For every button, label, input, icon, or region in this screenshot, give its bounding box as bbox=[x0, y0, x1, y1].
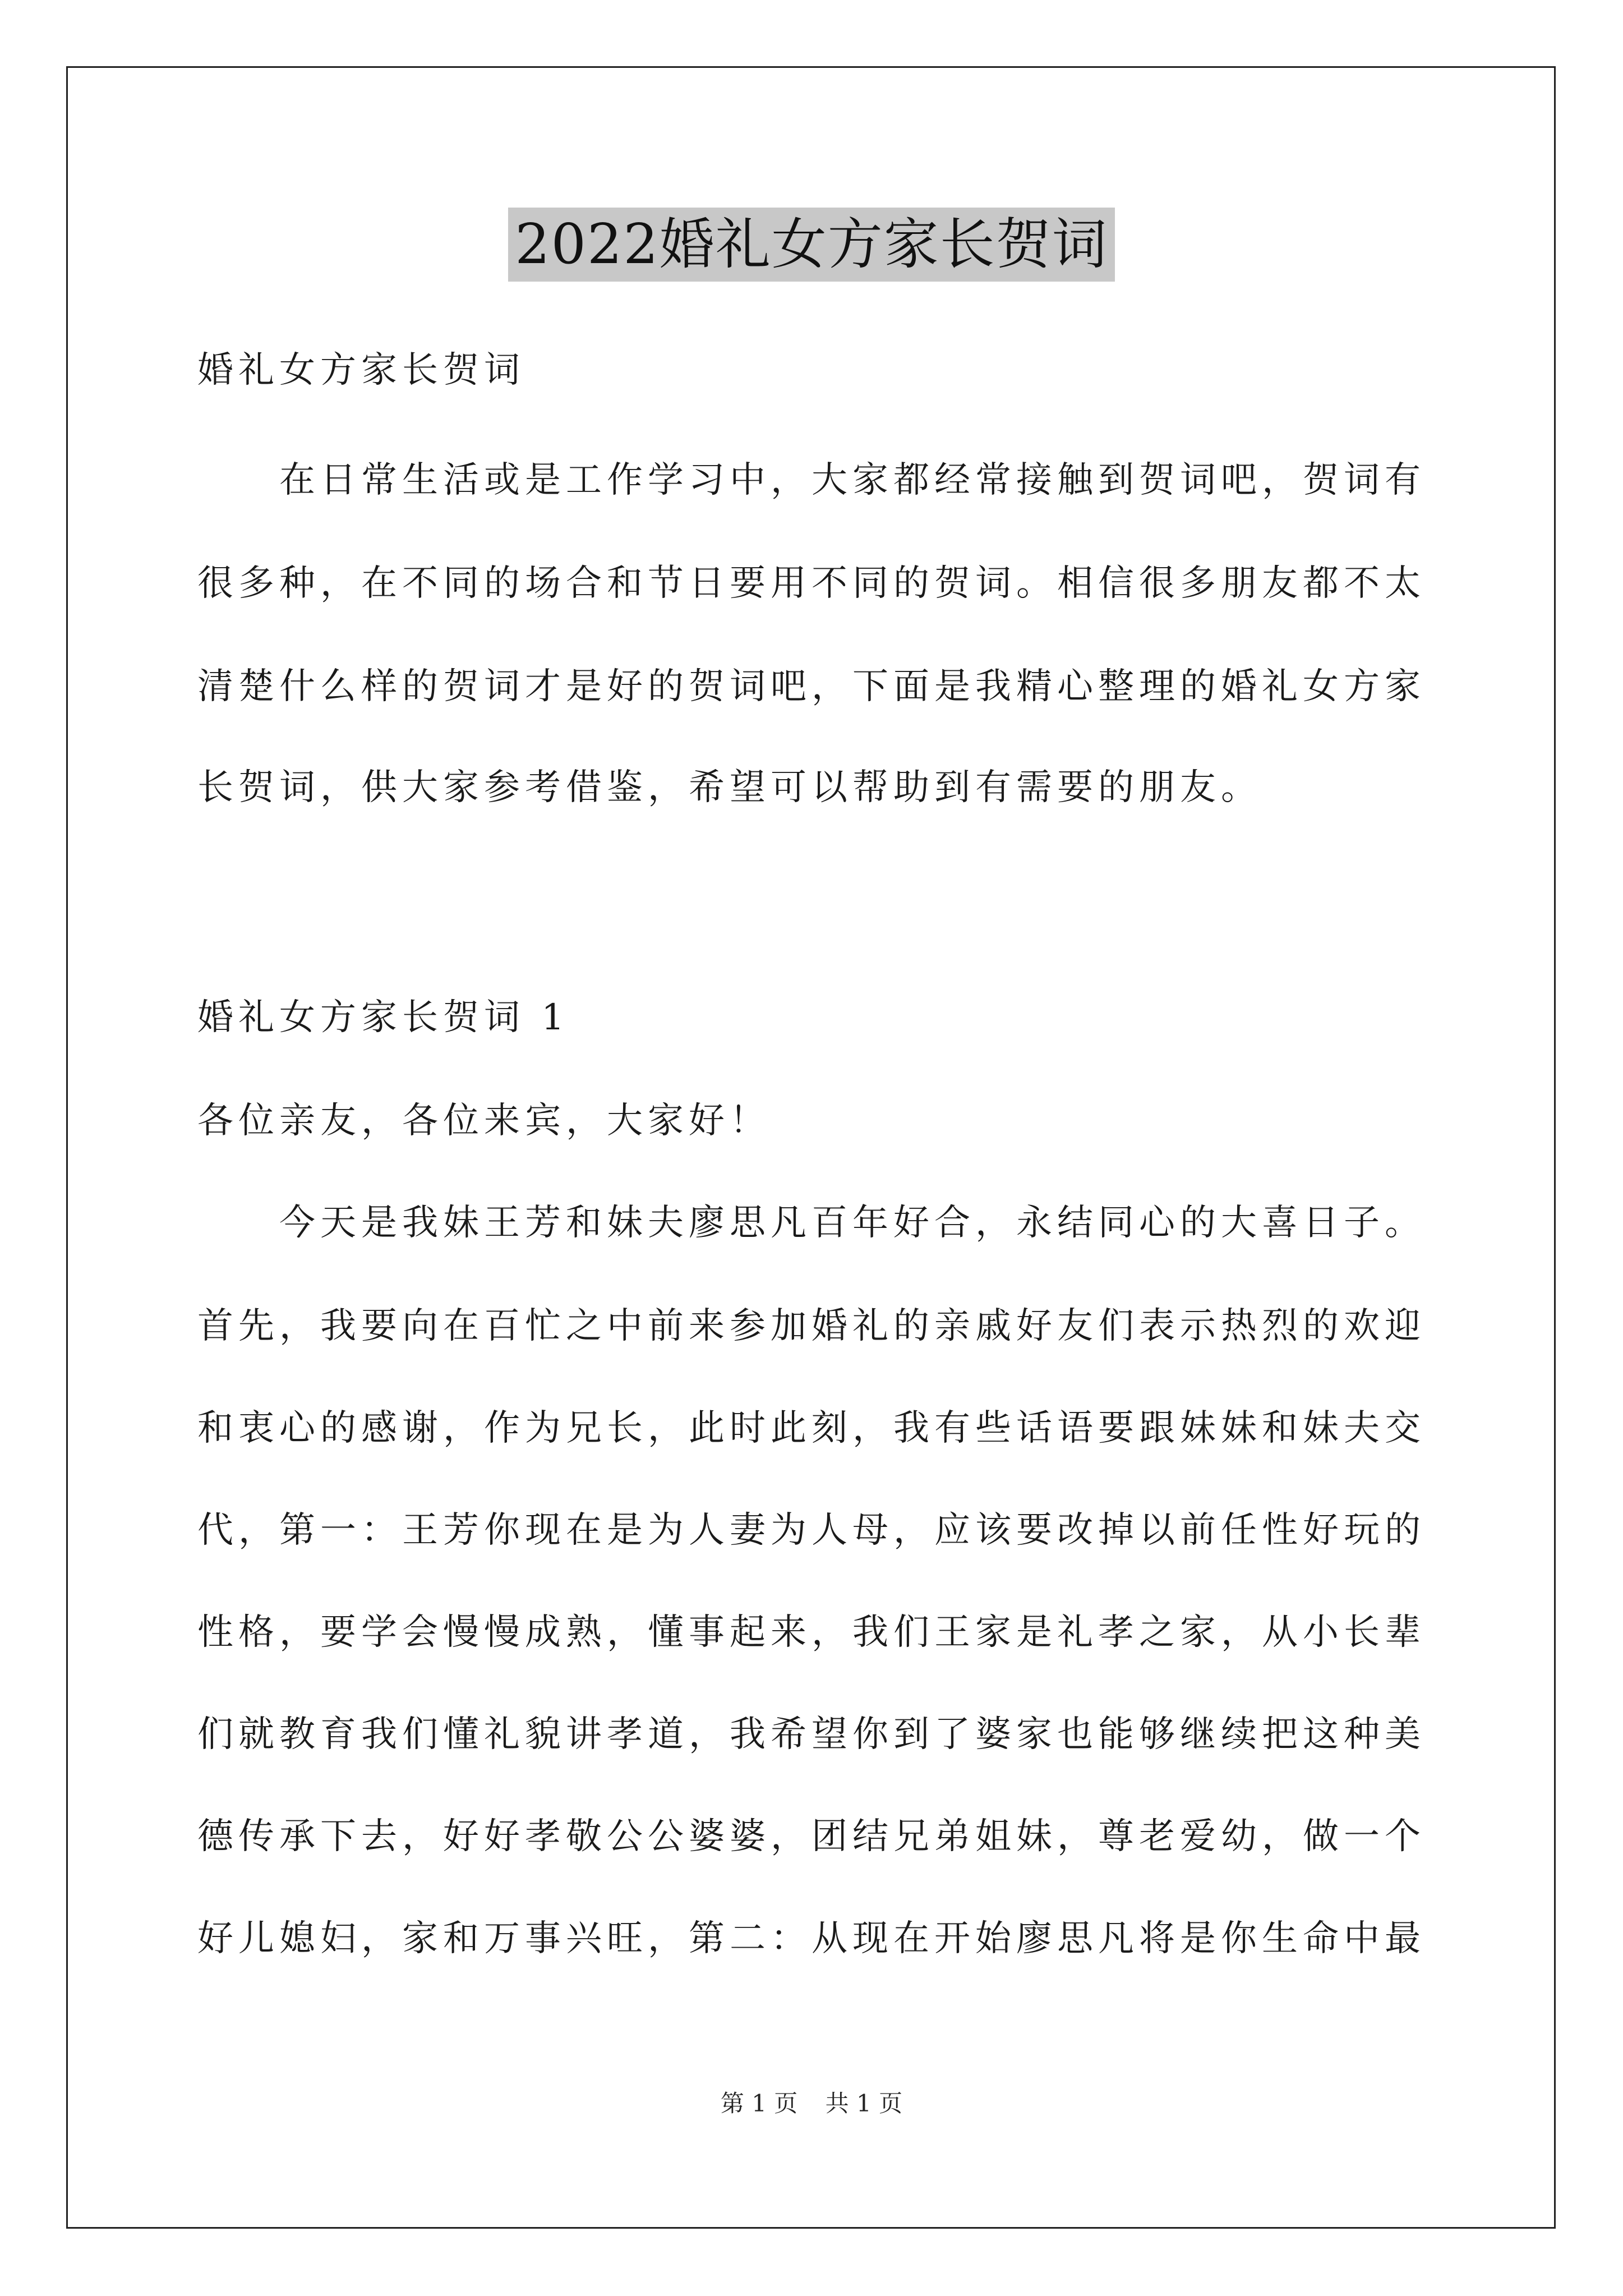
paragraph-line: 很多种，在不同的场合和节日要用不同的贺词。相信很多朋友都不太 bbox=[197, 563, 1426, 604]
paragraph-line: 清楚什么样的贺词才是好的贺词吧，下面是我精心整理的婚礼女方家 bbox=[197, 666, 1426, 707]
paragraph-line: 代，第一：王芳你现在是为人妻为人母，应该要改掉以前任性好玩的 bbox=[197, 1510, 1426, 1551]
paragraph-line: 和衷心的感谢，作为兄长，此时此刻，我有些话语要跟妹妹和妹夫交 bbox=[197, 1407, 1426, 1449]
page-footer bbox=[0, 2088, 1623, 2119]
section-heading: 婚礼女方家长贺词 1 bbox=[197, 997, 570, 1038]
paragraph-line: 们就教育我们懂礼貌讲孝道，我希望你到了婆家也能够继续把这种美 bbox=[197, 1714, 1426, 1755]
paragraph-line: 首先，我要向在百忙之中前来参加婚礼的亲戚好友们表示热烈的欢迎 bbox=[197, 1305, 1426, 1347]
paragraph-line: 在日常生活或是工作学习中，大家都经常接触到贺词吧，贺词有 bbox=[197, 459, 1426, 501]
subtitle: 婚礼女方家长贺词 bbox=[197, 349, 525, 391]
paragraph-line: 今天是我妹王芳和妹夫廖思凡百年好合，永结同心的大喜日子。 bbox=[197, 1202, 1426, 1244]
page-total: 共 1 页 bbox=[825, 2090, 903, 2117]
paragraph-line: 长贺词，供大家参考借鉴，希望可以帮助到有需要的朋友。 bbox=[197, 767, 1262, 808]
paragraph-line: 好儿媳妇，家和万事兴旺，第二：从现在开始廖思凡将是你生命中最 bbox=[197, 1918, 1426, 1959]
document-title: 2022婚礼女方家长贺词 bbox=[508, 208, 1114, 282]
paragraph-line: 性格，要学会慢慢成熟，懂事起来，我们王家是礼孝之家，从小长辈 bbox=[197, 1612, 1426, 1653]
title-container bbox=[0, 208, 1623, 282]
paragraph-line: 德传承下去，好好孝敬公公婆婆，团结兄弟姐妹，尊老爱幼，做一个 bbox=[197, 1816, 1426, 1857]
greeting-line: 各位亲友，各位来宾，大家好！ bbox=[197, 1100, 771, 1142]
page-number: 第 1 页 bbox=[720, 2090, 798, 2117]
